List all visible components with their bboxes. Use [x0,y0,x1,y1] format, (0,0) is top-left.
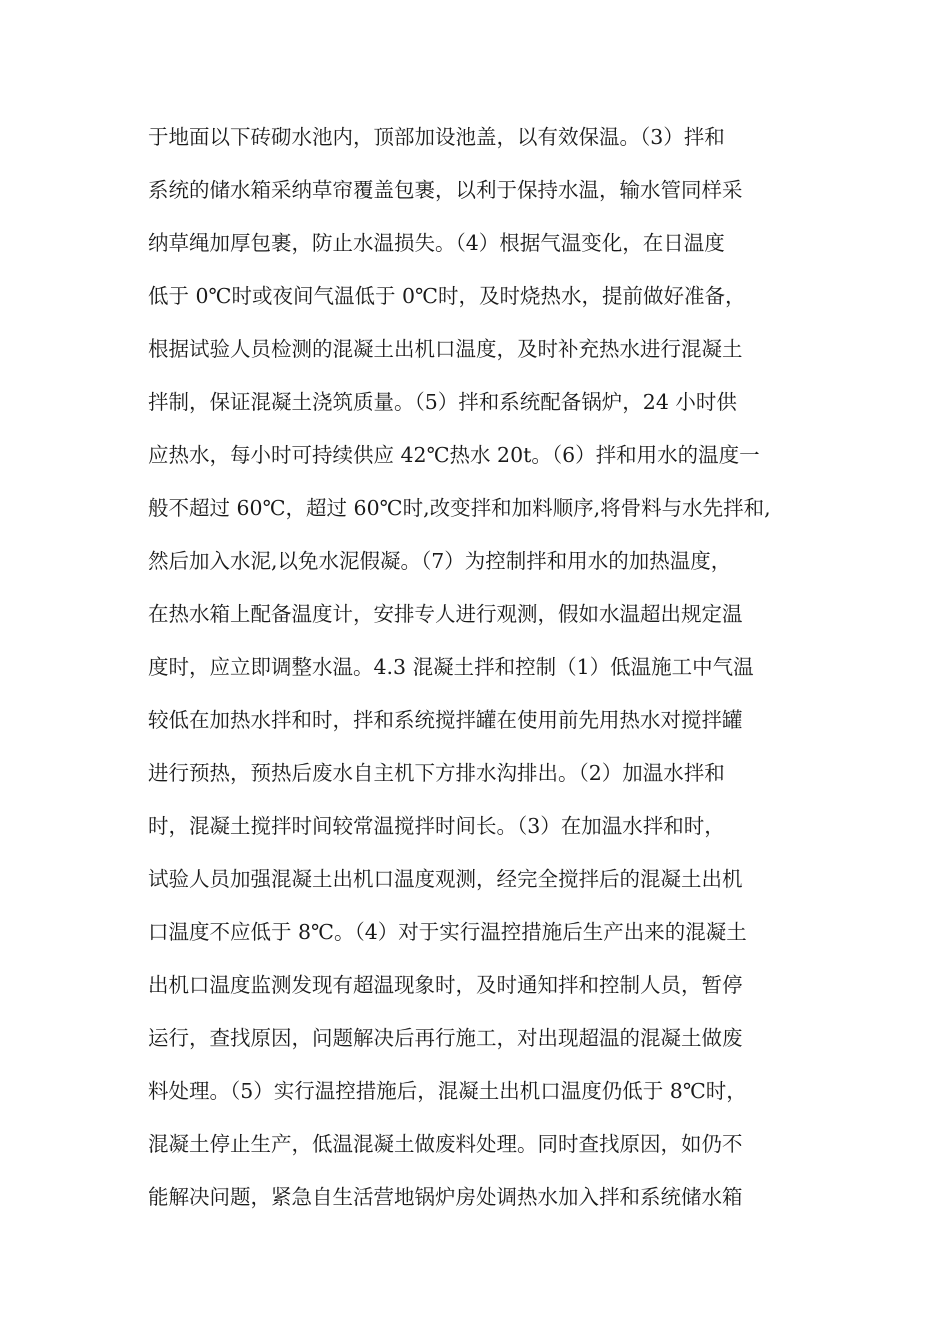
text-line: 然后加入水泥,以免水泥假凝。（7）为控制拌和用水的加热温度， [148,549,732,573]
text-line: 在热水箱上配备温度计，安排专人进行观测，假如水温超出规定温 [148,602,743,626]
text-line: 般不超过 60℃，超过 60℃时,改变拌和加料顺序,将骨料与水先拌和, [148,496,771,520]
text-line: 混凝土停止生产，低温混凝土做废料处理。同时查找原因，如仍不 [148,1132,743,1156]
text-line: 试验人员加强混凝土出机口温度观测，经完全搅拌后的混凝土出机 [148,867,743,891]
text-line: 拌制，保证混凝土浇筑质量。（5）拌和系统配备锅炉，24 小时供 [148,390,737,414]
text-line: 度时，应立即调整水温。4.3 混凝土拌和控制（1）低温施工中气温 [148,655,754,679]
text-line: 系统的储水箱采纳草帘覆盖包裹，以利于保持水温，输水管同样采 [148,178,743,202]
text-line: 低于 0℃时或夜间气温低于 0℃时，及时烧热水，提前做好准备， [148,284,746,308]
text-line: 出机口温度监测发现有超温现象时，及时通知拌和控制人员，暂停 [148,973,743,997]
text-line: 运行，查找原因，问题解决后再行施工，对出现超温的混凝土做废 [148,1026,743,1050]
text-line: 口温度不应低于 8℃。（4）对于实行温控措施后生产出来的混凝土 [148,920,747,944]
text-line: 较低在加热水拌和时，拌和系统搅拌罐在使用前先用热水对搅拌罐 [148,708,743,732]
text-line: 进行预热，预热后废水自主机下方排水沟排出。（2）加温水拌和 [148,761,725,785]
text-line: 应热水，每小时可持续供应 42℃热水 20t。（6）拌和用水的温度一 [148,443,760,467]
text-line: 根据试验人员检测的混凝土出机口温度，及时补充热水进行混凝土 [148,337,743,361]
body-paragraph [148,116,808,1229]
text-line: 于地面以下砖砌水池内，顶部加设池盖，以有效保温。（3）拌和 [148,125,725,149]
text-line: 能解决问题，紧急自生活营地锅炉房处调热水加入拌和系统储水箱 [148,1185,743,1209]
text-line: 料处理。（5）实行温控措施后，混凝土出机口温度仍低于 8℃时， [148,1079,747,1103]
text-line: 时，混凝土搅拌时间较常温搅拌时间长。（3）在加温水拌和时， [148,814,725,838]
text-line: 纳草绳加厚包裹，防止水温损失。（4）根据气温变化，在日温度 [148,231,725,255]
